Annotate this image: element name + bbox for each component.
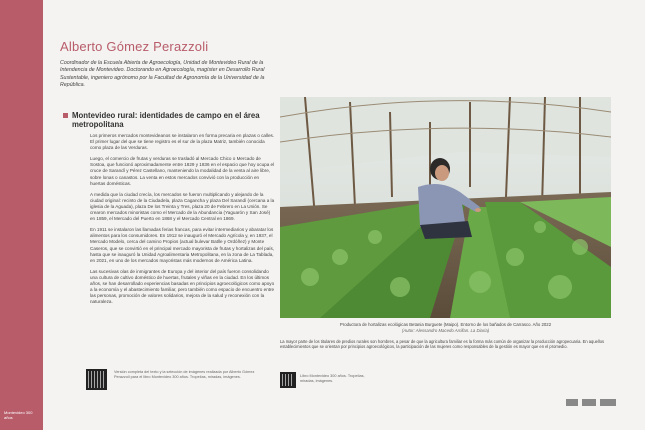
footer-note-left: Versión completa del texto y la selección de imágenes realizada por Alberto Gómez Perazzoli para el libro Montevideo 300 años. Tropelías, miradas, imágenes. (114, 370, 255, 379)
photo-caption (280, 322, 611, 333)
section-header (72, 111, 272, 129)
logo-mark (600, 399, 616, 406)
qr-code-left (86, 369, 107, 390)
section-title-text: Montevideo rural: identidades de campo en el área metropolitana (72, 111, 260, 129)
greenhouse-photo (280, 97, 611, 318)
logo-mark (582, 399, 596, 406)
caption-text: Productora de hortalizas ecológicas Betania Burguete (Maipo). Entorno de los bañados de Carrasco. Año 2022 (339, 322, 552, 327)
paragraph: A medida que la ciudad crecía, los mercados se fueron multiplicando y alejando de la ciudad original: recinto de la Ciudadela, plaza Cagancha y plaza Del Sarandí (cercana a la iglesia de la Aguada), plaza De los Treinta y Tres, plaza 20 de Febrero en La Unión. Se crearon mercados minoristas como el Mercado de la Abundancia (Yaguarón y San José) en 1859, el Mercado del Puerto en 1868 y el Mercado Central en 1869. (90, 191, 275, 222)
footer-logos (566, 399, 616, 407)
caption-credit: (Autor: Alessandro Macedo Arrillan. La Diaria) (401, 327, 490, 333)
sidebar-text: Montevideo 300 años (4, 410, 33, 420)
footer-note-right: Libro Montevideo 300 años. Tropelías, miradas, imágenes. (300, 374, 365, 383)
section-title (63, 111, 272, 129)
paragraph: En 1911 se instalaron las llamadas ferias francas, para evitar intermediarios y abaratar los alimentos para los consumidores. En 1912 se inauguró el Mercado Agrícola y, en 1937, el Mercado Modelo, cerca del camino Propios (actual bulevar Batlle y Ordóñez) y Monte Caseros, que se convirtió en el principal mercado mayorista de frutas y hortalizas del país, hasta que se inauguró la Unidad Agroalimentaria Metropolitana, en la zona de La Tablada, en 2021, en uno de los mercados mayoristas más modernos de América Latina. (90, 227, 275, 263)
paragraph: Los primeros mercados montevideanos se instalaron en forma precaria en plazas o calles. El primer lugar del que se tiene registro es el sur de la plaza Matriz, también conocida como plaza de las Verduras. (90, 133, 275, 151)
author-bio: Coordinador de la Escuela Abierta de Agroecología, Unidad de Montevideo Rural de la Intendencia de Montevideo. Doctorando en Agroecología, magíster en Desarrollo Rural Sustentable, ingeniero agrónomo por la Facultad de Agronomía de la Universidad de la República. (60, 60, 265, 88)
logo-mark (566, 399, 578, 406)
paragraph: Las sucesivas olas de inmigrantes de Europa y del interior del país fueron consolidando una cultura de cultivo doméstico de huertas, frutales y viñas en la ciudad. En los últimos años, se han desarrollado experiencias basadas en principios agroecológicos como apoyo a la economía y el abastecimiento familiar, pero también como espacio de encuentro entre las personas, promoción de valores solidarios, mejora de la salud y reconexión con la naturaleza. (90, 268, 275, 305)
photo-note: La mayor parte de los titulares de predios rurales son hombres, a pesar de que la agricultura familiar es la forma más común de organizar la producción agropecuaria. En aquellos establecimientos que se orientan por principios agroecológicos, la participación de las mujeres como responsables de la gestión es mayor que en el promedio. (280, 339, 605, 350)
greenhouse-illustration (280, 97, 611, 318)
section-bullet-icon (63, 113, 68, 118)
paragraph: Luego, el comercio de frutas y verduras se trasladó al Mercado Chico o Mercado de Sostoa, que funcionó aproximadamente entre 1829 y 1836 en el espacio que hoy ocupa el cruce de Sarandí y Pérez Castellano, manteniendo la modalidad de la venta al aire libre, sobre lonas o canastos. La venta en estos mercados convivió con la producción en huertas domésticas. (90, 156, 275, 186)
body-text (90, 133, 275, 310)
sidebar-band (0, 0, 43, 430)
qr-code-right (280, 372, 296, 388)
author-name: Alberto Gómez Perazzoli (60, 39, 209, 54)
